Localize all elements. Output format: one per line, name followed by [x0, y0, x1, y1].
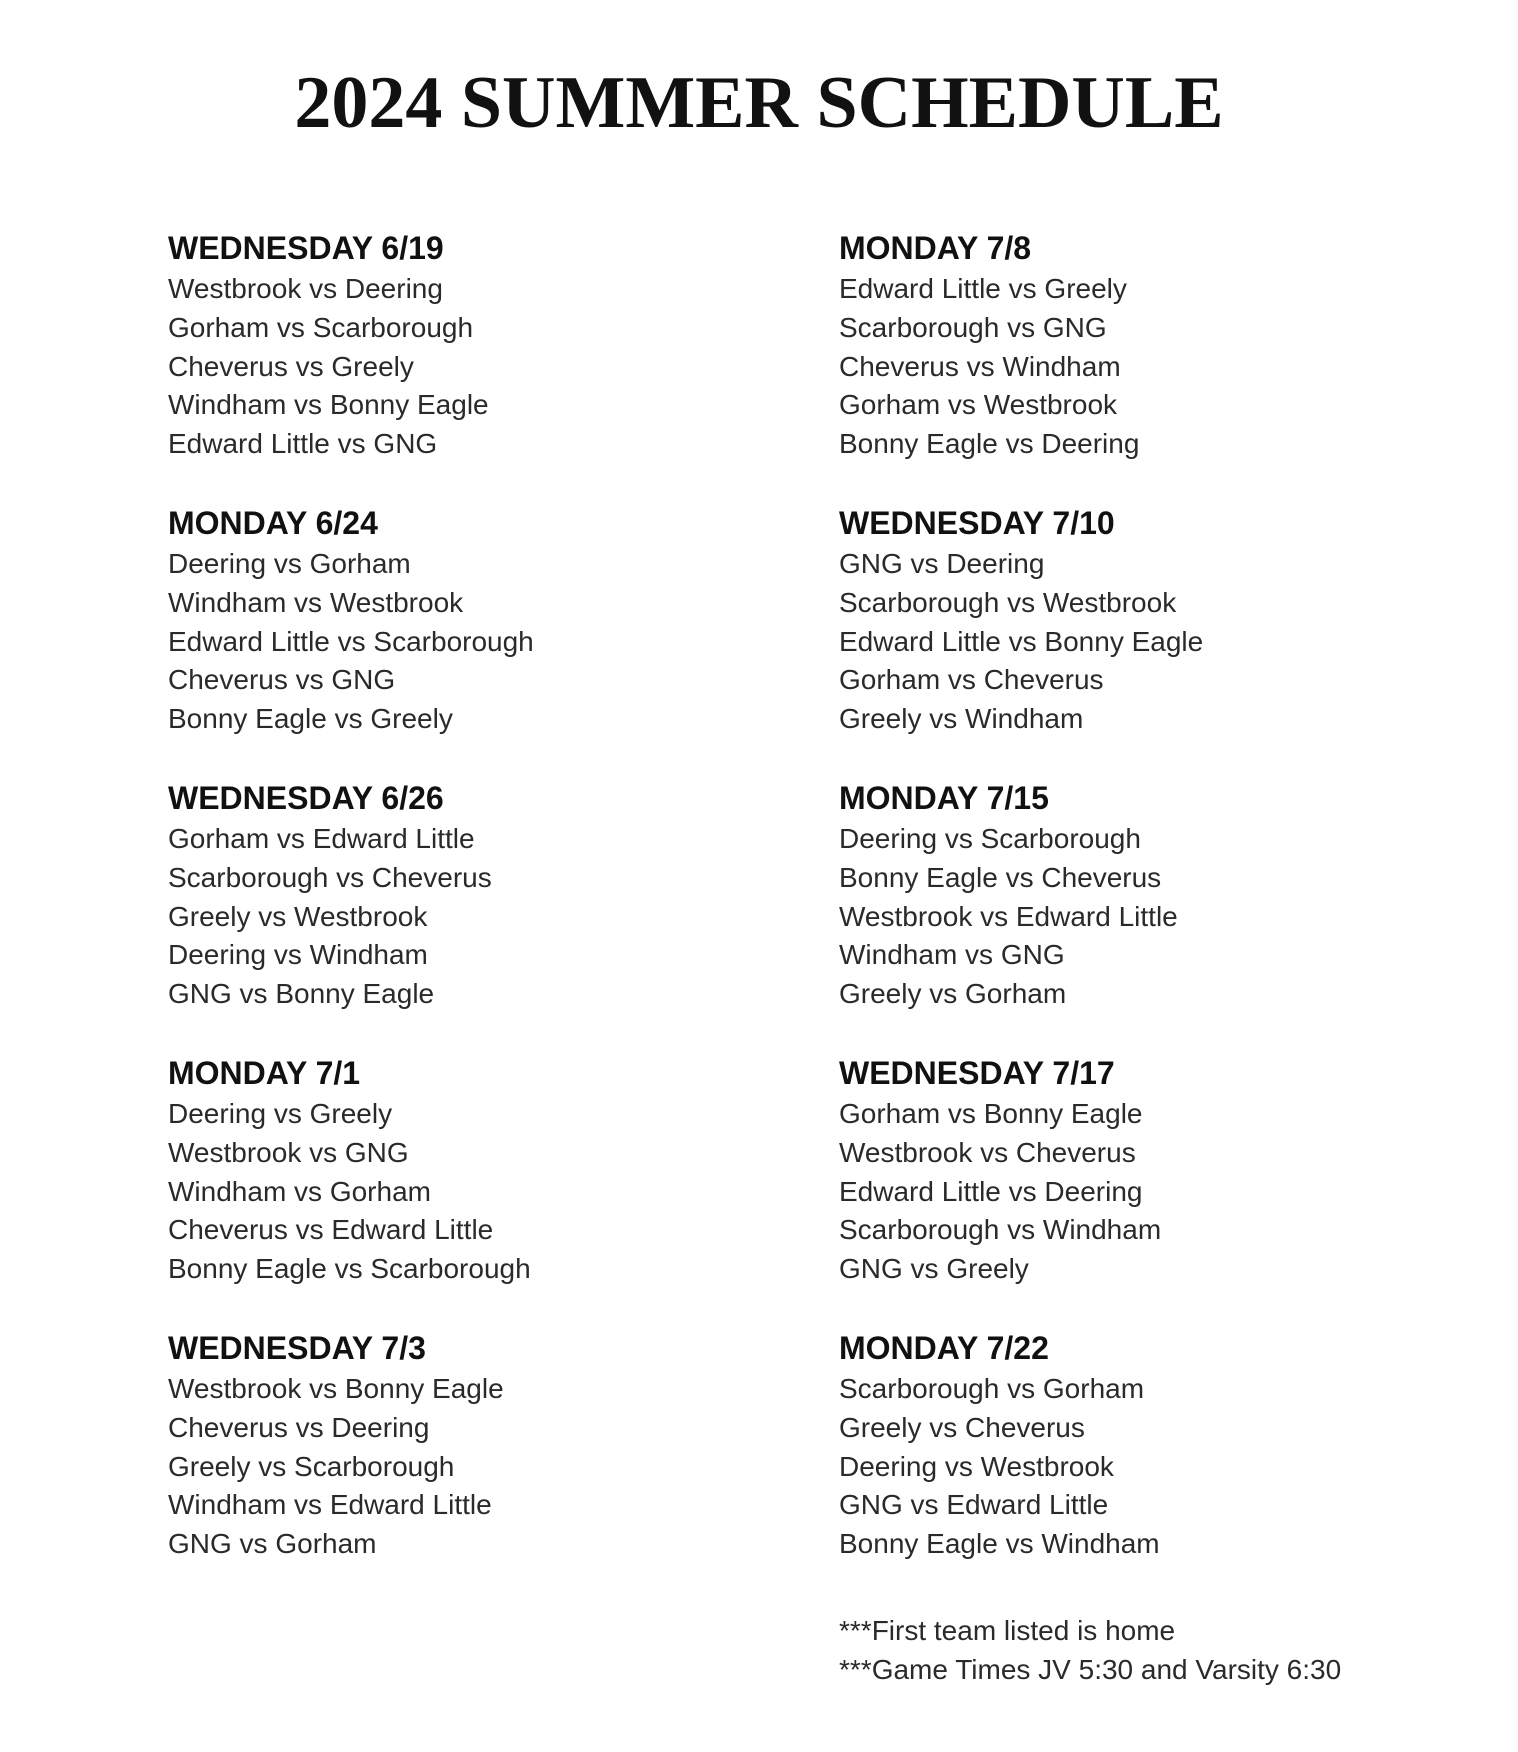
day-block [839, 778, 1479, 1014]
day-heading: WEDNESDAY 6/26 [168, 779, 444, 816]
game-item: Edward Little vs Deering [839, 1175, 1143, 1207]
game-item: Bonny Eagle vs Deering [839, 428, 1140, 460]
game-item: GNG vs Deering [839, 547, 1045, 579]
game-item: Scarborough vs GNG [839, 311, 1107, 343]
day-block [168, 1328, 788, 1564]
game-item: Westbrook vs Deering [168, 273, 443, 304]
schedule-notes [839, 1612, 1499, 1690]
game-item: Deering vs Westbrook [839, 1450, 1114, 1482]
day-heading: WEDNESDAY 7/3 [168, 1329, 426, 1366]
game-item: Windham vs Westbrook [168, 586, 464, 618]
game-item: Gorham vs Edward Little [168, 822, 475, 854]
game-item: GNG vs Bonny Eagle [168, 978, 435, 1010]
game-item: Cheverus vs Windham [839, 350, 1121, 382]
game-item: Windham vs Bonny Eagle [168, 389, 489, 421]
game-item: GNG vs Edward Little [839, 1489, 1109, 1521]
game-item: Gorham vs Bonny Eagle [839, 1097, 1143, 1129]
game-item: Greely vs Westbrook [168, 900, 428, 932]
game-item: Westbrook vs Cheverus [839, 1136, 1136, 1168]
note-home-team: ***First team listed is home [839, 1615, 1176, 1646]
game-item: Cheverus vs GNG [168, 664, 396, 696]
day-block [839, 228, 1479, 464]
game-item: Cheverus vs Edward Little [168, 1214, 494, 1246]
game-item: Greely vs Scarborough [168, 1450, 455, 1482]
game-item: Edward Little vs Greely [839, 273, 1127, 304]
left-column [168, 228, 788, 1603]
game-item: Westbrook vs Bonny Eagle [168, 1372, 504, 1404]
day-block [839, 1053, 1479, 1289]
game-item: Edward Little vs GNG [168, 428, 438, 460]
game-item: Deering vs Scarborough [839, 822, 1141, 854]
game-item: Greely vs Windham [839, 703, 1084, 735]
day-heading: MONDAY 6/24 [168, 504, 378, 541]
day-block [168, 1053, 788, 1289]
day-heading: MONDAY 7/8 [839, 230, 1032, 266]
game-item: Bonny Eagle vs Windham [839, 1528, 1160, 1560]
game-item: Deering vs Gorham [168, 547, 411, 579]
game-item: Scarborough vs Windham [839, 1214, 1162, 1246]
game-item: Edward Little vs Bonny Eagle [839, 625, 1204, 657]
game-item: Windham vs GNG [839, 939, 1065, 971]
game-item: GNG vs Greely [839, 1253, 1029, 1285]
game-item: Bonny Eagle vs Cheverus [839, 861, 1162, 893]
game-item: Gorham vs Scarborough [168, 311, 474, 343]
day-block [168, 503, 788, 739]
day-heading: WEDNESDAY 6/19 [168, 230, 444, 266]
game-item: GNG vs Gorham [168, 1528, 377, 1560]
game-item: Windham vs Edward Little [168, 1489, 492, 1521]
game-item: Scarborough vs Westbrook [839, 586, 1177, 618]
game-item: Scarborough vs Gorham [839, 1372, 1145, 1404]
day-heading: WEDNESDAY 7/17 [839, 1054, 1115, 1091]
page-title: 2024 SUMMER SCHEDULE [294, 62, 1224, 144]
day-block [168, 228, 788, 464]
game-item: Cheverus vs Greely [168, 350, 414, 382]
right-column [839, 228, 1479, 1603]
day-block [839, 1328, 1479, 1564]
game-item: Westbrook vs Edward Little [839, 900, 1178, 932]
game-item: Greely vs Cheverus [839, 1411, 1085, 1443]
game-item: Edward Little vs Scarborough [168, 625, 534, 657]
game-item: Deering vs Greely [168, 1097, 393, 1129]
note-game-times: ***Game Times JV 5:30 and Varsity 6:30 [839, 1653, 1342, 1685]
game-item: Greely vs Gorham [839, 978, 1067, 1010]
day-block [168, 778, 788, 1014]
game-item: Gorham vs Cheverus [839, 664, 1104, 696]
game-item: Scarborough vs Cheverus [168, 861, 492, 893]
game-item: Bonny Eagle vs Scarborough [168, 1253, 531, 1285]
day-heading: WEDNESDAY 7/10 [839, 504, 1115, 541]
game-item: Bonny Eagle vs Greely [168, 703, 453, 735]
day-heading: MONDAY 7/22 [839, 1329, 1049, 1366]
day-block [839, 503, 1479, 739]
game-item: Westbrook vs GNG [168, 1136, 409, 1168]
game-item: Windham vs Gorham [168, 1175, 431, 1207]
game-item: Deering vs Windham [168, 939, 428, 971]
day-heading: MONDAY 7/1 [168, 1054, 361, 1091]
game-item: Cheverus vs Deering [168, 1411, 430, 1443]
game-item: Gorham vs Westbrook [839, 389, 1118, 421]
day-heading: MONDAY 7/15 [839, 779, 1049, 816]
